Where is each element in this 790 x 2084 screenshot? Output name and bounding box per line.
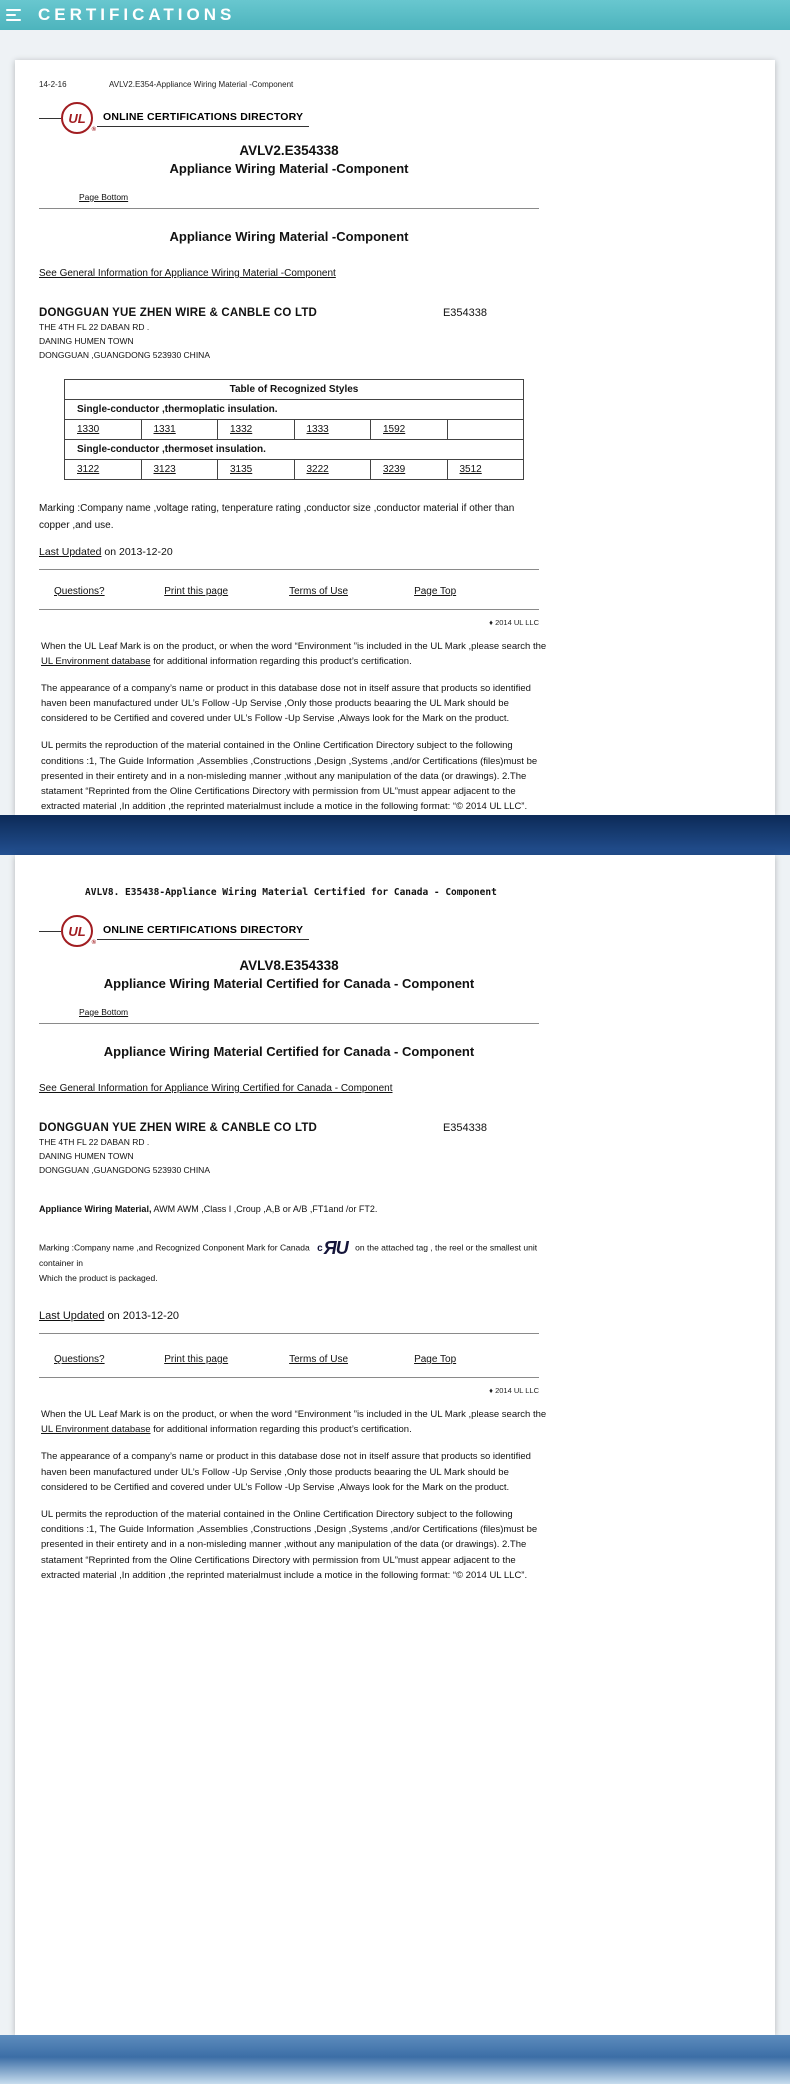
ru-mark-letters: ЯU — [323, 1238, 348, 1258]
address-line: DANING HUMEN TOWN — [39, 336, 134, 346]
c-ul-recognized-component-mark-icon — [317, 1240, 348, 1256]
print-doc-title: AVLV8. E35438-Appliance Wiring Material Certified for Canada - Component — [85, 887, 497, 898]
style-link[interactable]: 3135 — [230, 464, 253, 475]
page-top-link[interactable]: Page Top — [414, 1354, 457, 1365]
style-link[interactable]: 3123 — [153, 464, 176, 475]
file-number: E354338 — [442, 307, 487, 319]
last-updated-date: on 2013-12-20 — [104, 1310, 180, 1322]
company-name: DONGGUAN YUE ZHEN WIRE & CANBLE CO LTD — [39, 307, 318, 319]
print-page-link[interactable]: Print this page — [164, 1354, 229, 1365]
legal-text: When the UL Leaf Mark is on the product, or when the word “Environment ”is included in the UL Mark ,please search the — [41, 640, 547, 652]
marking-before: Marking :Company name ,and Recognized Conponent Mark for Canada — [39, 1242, 310, 1253]
legal-paragraph-appearance: The appearance of a company’s name or product in this database dose not in itself assure that products so identified haven been manufactured under UL’s Follow -Up Servise ,Only those products beaaring the UL Mark should be considered to be Certified and covered under UL’s Follow -Up Servise ,Always look for the Mark on the product. — [41, 682, 531, 725]
footer-band — [0, 2035, 790, 2084]
marking-line2: Which the product is packaged. — [39, 1273, 158, 1283]
style-link[interactable]: 1332 — [230, 424, 253, 435]
style-link[interactable]: 1331 — [153, 424, 176, 435]
certificate-code: AVLV8.E354338 — [239, 958, 339, 973]
file-number: E354338 — [442, 1122, 487, 1134]
legal-paragraph-reproduction: UL permits the reproduction of the material contained in the Online Certification Directory subject to the following conditions :1, The Guide Information ,Assemblies ,Constructions ,Design ,Systems ,and/or Certifications (files)must be presented in their entirety and in a non-misleding manner ,without any manipulation of the data (or drawings). 2.The statament “Reprinted from the Oline Certifications Directory with permission from UL”must appear adjacent to the extracted material ,In addition ,the reprinted materialmust include a motice in the following format: “© 2014 UL LLC”. — [41, 740, 538, 813]
style-link[interactable]: 3239 — [383, 464, 406, 475]
divider-line — [39, 931, 61, 932]
last-updated-link[interactable]: Last Updated — [39, 546, 102, 558]
footer-links — [39, 586, 539, 597]
certificate-title-block — [39, 958, 539, 991]
company-row — [39, 1122, 539, 1134]
directory-label: ONLINE CERTIFICATIONS DIRECTORY — [97, 110, 309, 127]
directory-header — [39, 101, 751, 135]
ul-environment-database-link[interactable]: UL Environment database — [41, 1424, 151, 1436]
legal-text: for additional information regarding this product’s certification. — [150, 655, 412, 667]
table-group-label: Single-conductor ,thermoplatic insulation. — [65, 400, 524, 420]
company-name: DONGGUAN YUE ZHEN WIRE & CANBLE CO LTD — [39, 1122, 318, 1134]
page-header — [0, 0, 790, 30]
page-top-link[interactable]: Page Top — [414, 585, 457, 597]
legal-text: When the UL Leaf Mark is on the product, or when the word “Environment ”is included in the UL Mark ,please search the — [41, 1409, 547, 1420]
ul-logo-letters: UL — [68, 110, 86, 126]
certificate-code: AVLV2.E354338 — [239, 143, 339, 158]
section-title: Appliance Wiring Material -Component — [169, 229, 409, 244]
questions-link[interactable]: Questions? — [54, 585, 105, 597]
copyright-notice: ♦ 2014 UL LLC — [489, 617, 539, 627]
registered-symbol: ® — [91, 940, 96, 946]
last-updated-date: on 2013-12-20 — [101, 546, 173, 558]
ul-logo-icon — [61, 102, 96, 134]
divider — [39, 1023, 539, 1024]
style-link[interactable]: 3512 — [459, 464, 482, 475]
page-bottom-link[interactable]: Page Bottom — [79, 1007, 129, 1017]
certificate-name: Appliance Wiring Material -Component — [169, 161, 409, 176]
terms-of-use-link[interactable]: Terms of Use — [289, 1354, 349, 1365]
print-date: 14-2-16 — [39, 80, 67, 89]
material-label: Appliance Wiring Material, — [39, 1204, 152, 1214]
address-line: THE 4TH FL 22 DABAN RD . — [39, 1137, 150, 1147]
material-detail: AWM AWM ,Class I ,Croup ,A,B or A/B ,FT1and /or FT2. — [151, 1204, 378, 1214]
table-title: Table of Recognized Styles — [65, 380, 524, 400]
address-line: DONGGUAN ,GUANGDONG 523930 CHINA — [39, 350, 210, 360]
questions-link[interactable]: Questions? — [54, 1354, 105, 1365]
c-letter: c — [317, 1243, 323, 1254]
legal-paragraph-reproduction: UL permits the reproduction of the material contained in the Online Certification Directory subject to the following conditions :1, The Guide Information ,Assemblies ,Constructions ,Design ,Systems ,and/or Certifications (files)must be presented in their entirety and in a non-misleding manner ,without any manipulation of the data (or drawings). 2.The statament “Reprinted from the Oline Certifications Directory with permission from UL”must appear adjacent to the extracted material ,In addition ,the reprinted materialmust include a motice in the following format: “© 2014 UL LLC”. — [41, 1508, 538, 1581]
divider — [39, 609, 539, 610]
style-link[interactable]: 3122 — [77, 464, 100, 475]
certificate-page-us — [15, 60, 775, 815]
terms-of-use-link[interactable]: Terms of Use — [289, 585, 349, 597]
style-link[interactable]: 3222 — [306, 464, 329, 475]
table-row — [65, 420, 524, 440]
copyright-notice: ♦ 2014 UL LLC — [489, 1386, 539, 1395]
print-page-link[interactable]: Print this page — [164, 585, 229, 597]
divider — [39, 1377, 539, 1378]
certificate-name: Appliance Wiring Material Certified for Canada - Component — [103, 976, 475, 991]
last-updated-link[interactable]: Last Updated — [39, 1310, 105, 1322]
legal-paragraph-environment — [41, 639, 549, 669]
menu-icon[interactable] — [6, 6, 26, 24]
last-updated — [39, 546, 751, 558]
print-doc-title: AVLV2.E354-Appliance Wiring Material -Component — [109, 80, 294, 89]
style-link[interactable]: 1333 — [306, 424, 329, 435]
directory-label: ONLINE CERTIFICATIONS DIRECTORY — [97, 923, 309, 940]
address-line: DONGGUAN ,GUANGDONG 523930 CHINA — [39, 1165, 210, 1175]
section-title: Appliance Wiring Material Certified for Canada - Component — [103, 1044, 475, 1059]
divider — [39, 208, 539, 209]
ul-logo-letters: UL — [68, 923, 86, 939]
general-information-link[interactable]: See General Information for Appliance Wiring Material -Component — [39, 268, 336, 279]
table-group-label: Single-conductor ,thermoset insulation. — [65, 440, 524, 460]
divider — [39, 1333, 539, 1334]
style-link[interactable]: 1592 — [383, 424, 406, 435]
registered-symbol: ® — [91, 127, 96, 133]
recognized-styles-table — [64, 379, 524, 480]
style-link[interactable]: 1330 — [77, 424, 100, 435]
divider — [39, 569, 539, 570]
certificate-page-canada — [15, 855, 775, 2035]
footer-links — [39, 1354, 539, 1365]
page-bottom-link[interactable]: Page Bottom — [79, 192, 129, 202]
general-information-link[interactable]: See General Information for Appliance Wiring Certified for Canada - Component — [39, 1083, 393, 1094]
material-description — [39, 1204, 544, 1214]
legal-text: for additional information regarding this product’s certification. — [150, 1424, 412, 1436]
ul-environment-database-link[interactable]: UL Environment database — [41, 655, 151, 667]
legal-paragraph-environment — [41, 1407, 549, 1437]
table-row — [65, 460, 524, 480]
divider-band — [0, 815, 790, 855]
ul-logo-icon — [61, 915, 96, 947]
certificate-title-block — [39, 143, 539, 176]
marking-text: Marking :Company name ,voltage rating, tenperature rating ,conductor size ,conductor material if other than copper ,and use. — [39, 503, 515, 531]
address-line: DANING HUMEN TOWN — [39, 1151, 134, 1161]
address-line: THE 4TH FL 22 DABAN RD . — [39, 322, 150, 332]
marking-after: on the attached tag , the reel or the smallest unit container in — [39, 1242, 538, 1268]
print-header-row — [39, 80, 751, 89]
directory-header — [39, 914, 751, 948]
page-title: CERTIFICATIONS — [38, 5, 236, 24]
last-updated — [39, 1310, 751, 1322]
legal-paragraph-appearance: The appearance of a company’s name or product in this database dose not in itself assure that products so identified haven been manufactured under UL’s Follow -Up Servise ,Only those products beaaring the UL Mark should be considered to be Certified and covered under UL’s Follow -Up Servise ,Always look for the Mark on the product. — [41, 1451, 531, 1493]
divider-line — [39, 118, 61, 119]
company-row — [39, 307, 539, 319]
marking-text — [39, 1240, 559, 1286]
